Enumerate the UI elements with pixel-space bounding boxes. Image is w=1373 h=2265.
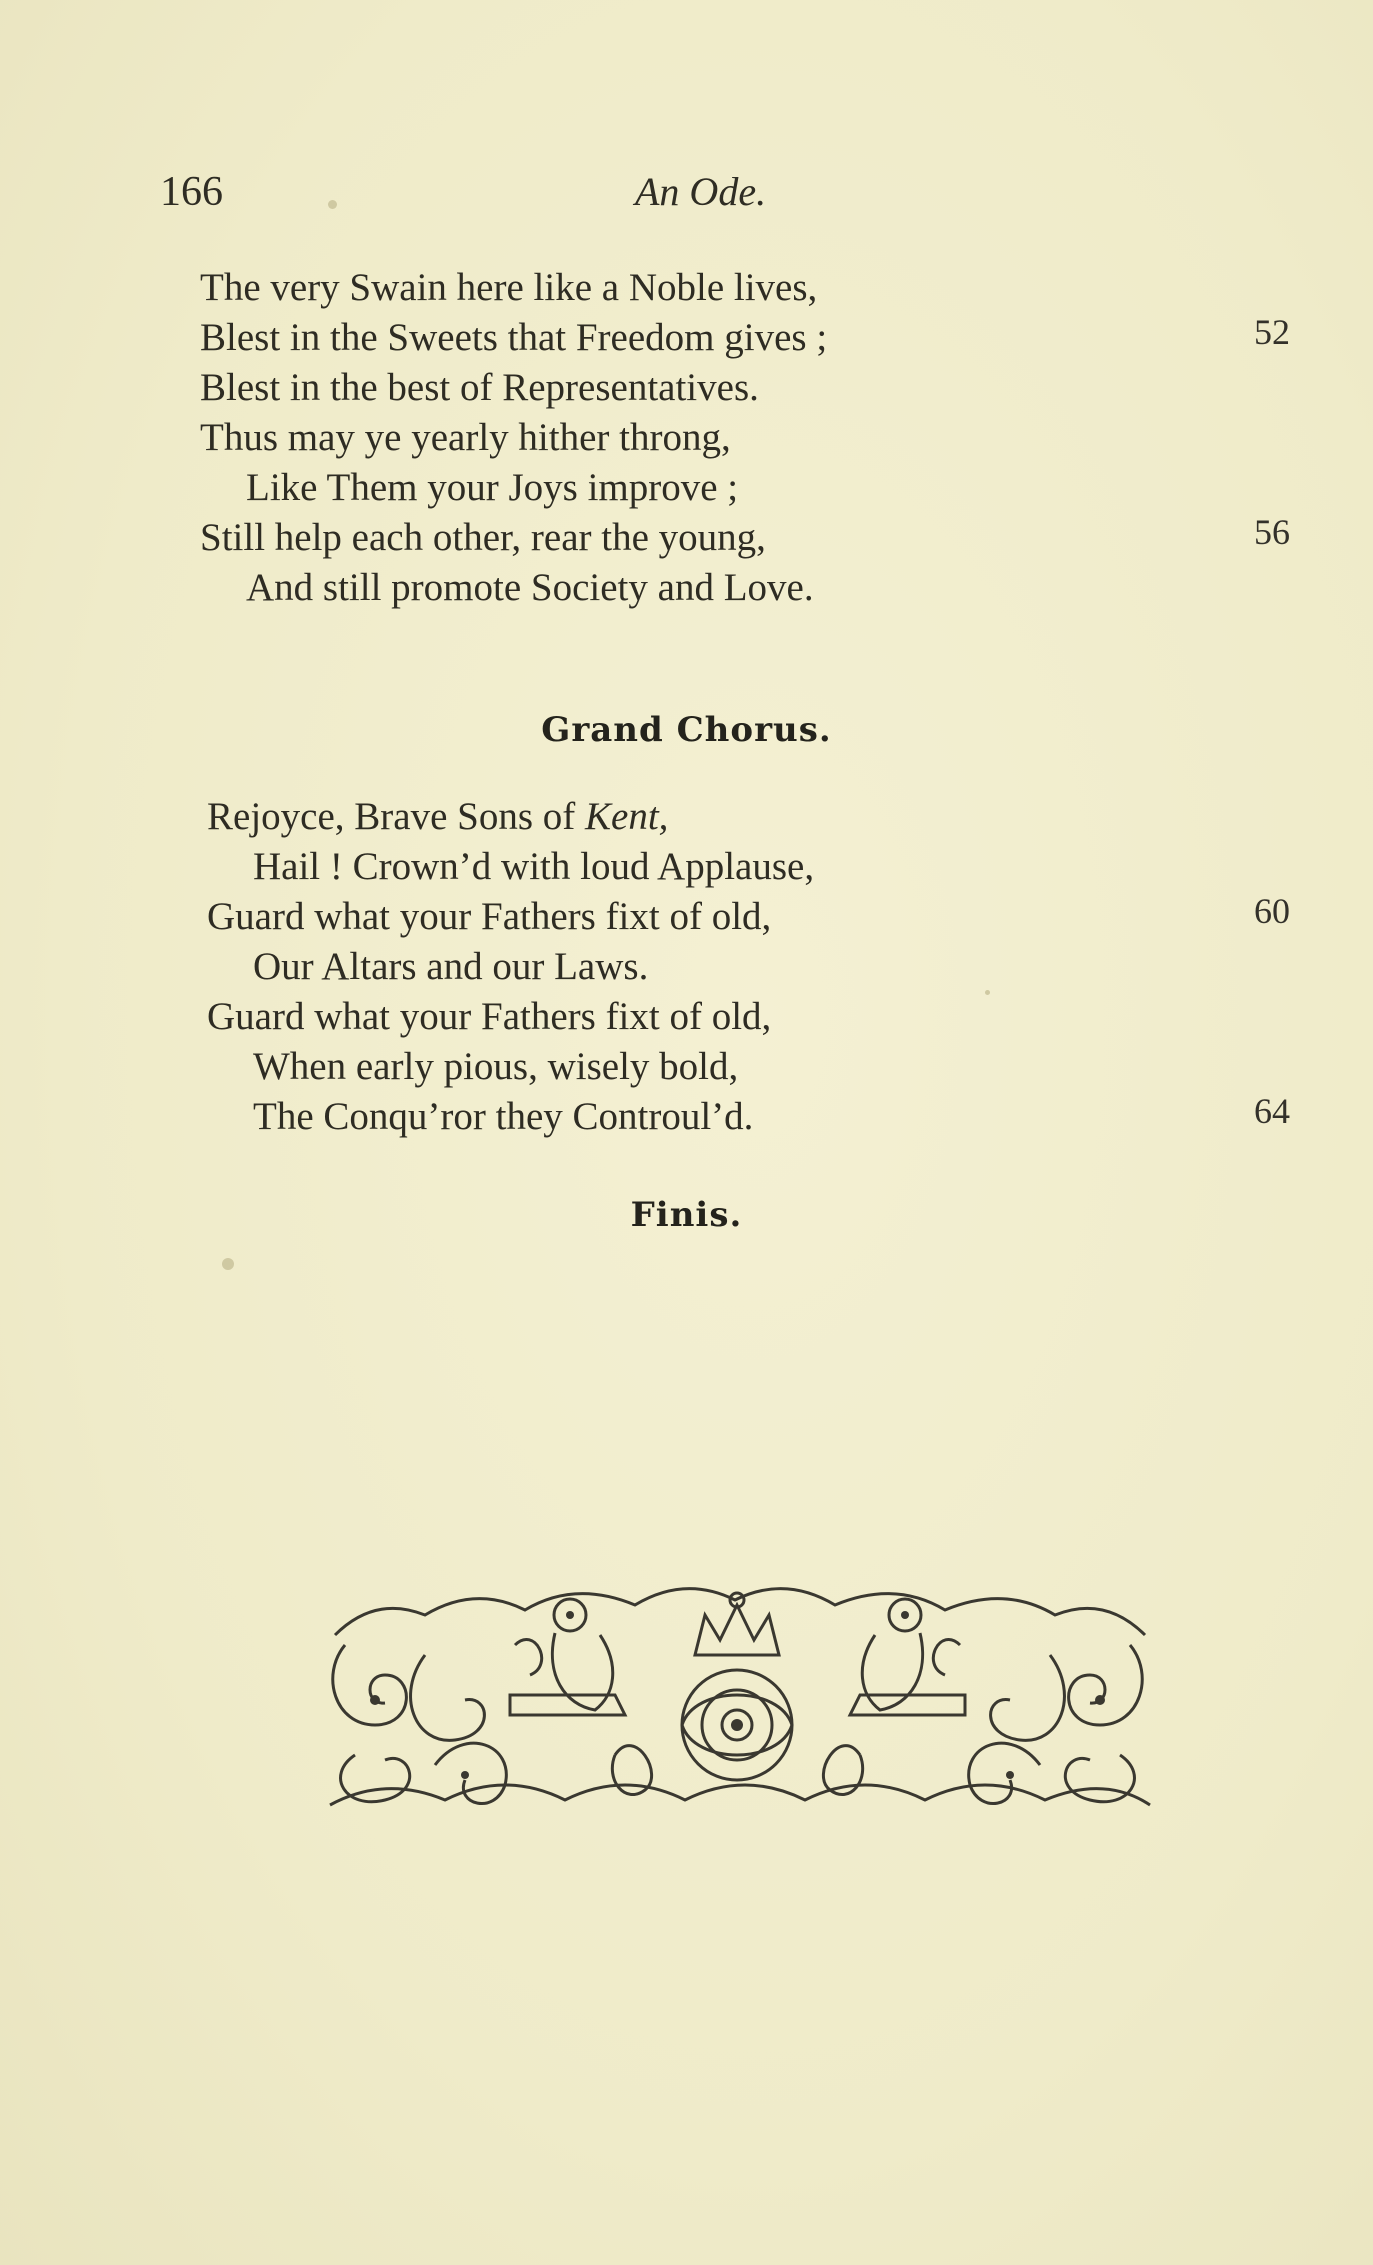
verse-line xyxy=(207,1042,1290,1092)
verse-line xyxy=(207,792,1290,842)
chorus-stanza xyxy=(207,792,1290,1142)
verse-line xyxy=(200,313,1290,363)
page-header xyxy=(160,168,1260,228)
verse-text: Guard what your Fathers fixt of old, xyxy=(207,895,772,938)
verse-line xyxy=(207,1092,1290,1142)
verse-text: Blest in the best of Representatives. xyxy=(200,366,759,409)
verse-line xyxy=(200,563,1290,613)
verse-line xyxy=(200,413,1290,463)
verse-text: Like Them your Joys improve ; xyxy=(246,466,739,509)
verse-line xyxy=(207,842,1290,892)
verse-text: Thus may ye yearly hither throng, xyxy=(200,416,731,459)
verse-text: Rejoyce, Brave Sons of xyxy=(207,795,586,838)
paper-speck xyxy=(222,1258,234,1270)
verse-text: Blest in the Sweets that Freedom gives ; xyxy=(200,316,828,359)
verse-line xyxy=(207,942,1290,992)
verse-text: Guard what your Fathers fixt of old, xyxy=(207,995,772,1038)
page-number: 166 xyxy=(160,169,223,215)
line-number: 52 xyxy=(1254,312,1290,352)
line-number: 60 xyxy=(1254,891,1290,931)
verse-text: Our Altars and our Laws. xyxy=(253,945,649,988)
verse-line xyxy=(207,892,1290,942)
verse-text: Still help each other, rear the young, xyxy=(200,516,766,559)
verse-text: The Conqu’ror they Controul’d. xyxy=(253,1095,754,1138)
verse-text: Hail ! Crown’d with loud Applause, xyxy=(253,845,815,888)
verse-text: And still promote Society and Love. xyxy=(246,566,814,609)
running-title: An Ode. xyxy=(635,169,767,214)
verse-line xyxy=(200,263,1290,313)
line-number: 56 xyxy=(1254,512,1290,552)
verse-line xyxy=(200,463,1290,513)
finis: Finis. xyxy=(630,1195,743,1235)
line-number: 64 xyxy=(1254,1091,1290,1131)
verse-line xyxy=(200,513,1290,563)
tailpiece-ornament-icon xyxy=(315,1575,1160,1820)
italic-place-name: Kent, xyxy=(585,795,669,838)
chorus-heading: Grand Chorus. xyxy=(541,710,832,750)
stanza-one xyxy=(200,263,1290,613)
verse-line xyxy=(200,363,1290,413)
verse-text: The very Swain here like a Noble lives, xyxy=(200,266,818,309)
verse-text: When early pious, wisely bold, xyxy=(253,1045,739,1088)
verse-line xyxy=(207,992,1290,1042)
